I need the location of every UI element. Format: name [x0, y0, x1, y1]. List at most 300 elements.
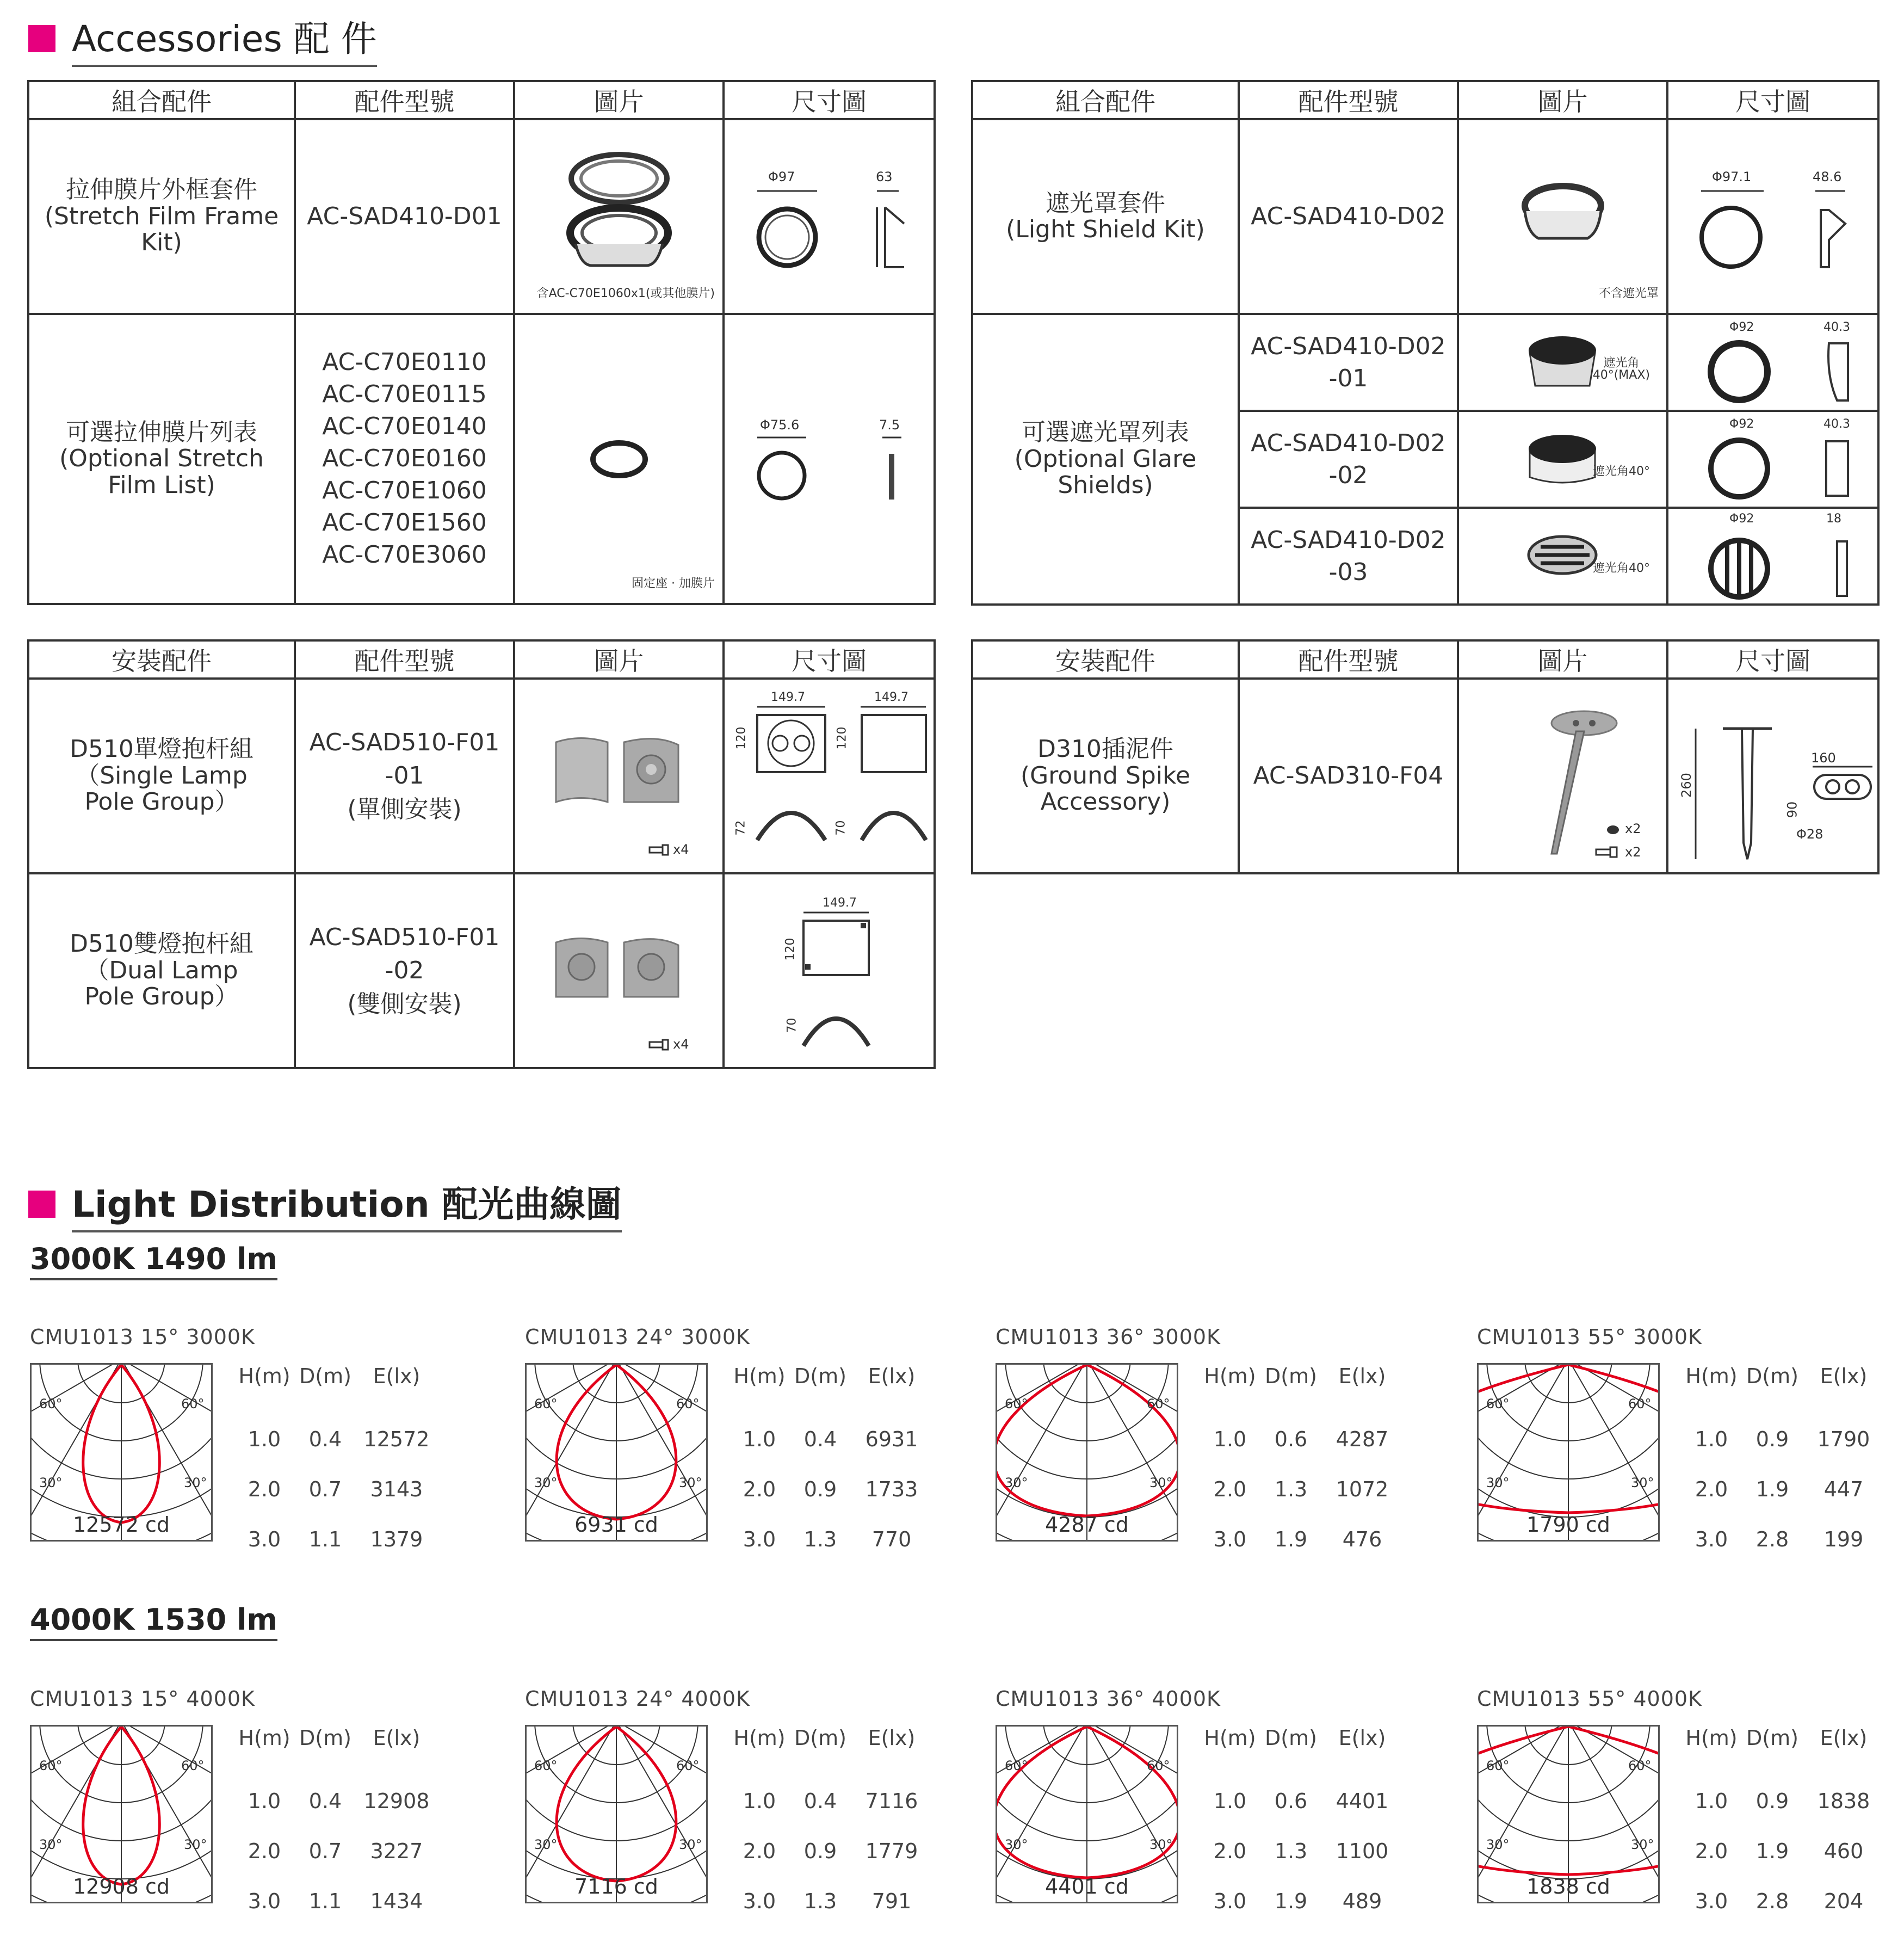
diagram-title: CMU1013 36° 4000K	[996, 1687, 1221, 1711]
header-cell: 配件型號	[1239, 81, 1458, 119]
angle-label: 60°	[1147, 1758, 1170, 1773]
screw-icon	[648, 1039, 670, 1051]
shield-kit-drawing	[1690, 186, 1870, 278]
dim-height: 18	[1826, 512, 1841, 526]
column-header: D(m)	[794, 1726, 846, 1750]
shield-kit-image	[1517, 178, 1609, 255]
diagram-title: CMU1013 15° 3000K	[30, 1325, 255, 1349]
dim-width: 149.7	[771, 691, 805, 704]
angle-label: 30°	[1005, 1475, 1028, 1490]
angle-label: 60°	[1005, 1396, 1028, 1411]
single-pole-drawing	[746, 704, 931, 867]
dual-pole-drawing	[801, 910, 910, 1062]
table-cell: 770	[871, 1527, 912, 1551]
angle-label: 60°	[39, 1396, 63, 1411]
table-cell: 3143	[370, 1477, 423, 1501]
glare-02-drawing	[1690, 429, 1870, 506]
accessory-name: D510單燈抱杆組 （Single Lamp Pole Group）	[70, 735, 254, 816]
accessory-model: AC-SAD510-F01 -01 (單側安裝)	[309, 728, 500, 823]
screw-count: x2	[1625, 844, 1641, 860]
column-header: H(m)	[1204, 1364, 1256, 1388]
table-row	[729, 1826, 932, 1876]
glare-shield-03-image	[1524, 531, 1600, 580]
angle-label: 30°	[39, 1837, 63, 1852]
table-cell: 476	[1342, 1527, 1382, 1551]
column-header: D(m)	[1746, 1364, 1798, 1388]
illuminance-table	[234, 1721, 437, 1926]
table-header	[234, 1359, 437, 1414]
angle-label: 60°	[1486, 1758, 1510, 1773]
table-cell: 4287	[1336, 1427, 1389, 1451]
table-cell: 204	[1823, 1889, 1864, 1913]
accessory-model: AC-SAD310-F04	[1253, 762, 1444, 790]
table-cell: 2.0	[1695, 1839, 1728, 1863]
peak-intensity-label: 1838 cd	[1526, 1875, 1610, 1898]
angle-label: 60°	[1486, 1396, 1510, 1411]
accessory-table-3	[27, 639, 936, 1069]
column-header: D(m)	[299, 1364, 351, 1388]
table-row	[1681, 1414, 1884, 1464]
table-row	[1200, 1876, 1403, 1926]
column-header: D(m)	[1265, 1364, 1317, 1388]
accessories-heading	[28, 10, 377, 67]
accessory-name: 可選遮光罩列表 (Optional Glare Shields)	[1014, 418, 1197, 500]
illuminance-table	[1200, 1359, 1403, 1564]
dim-depth: 70	[834, 820, 848, 836]
table-cell: 2.0	[1695, 1477, 1728, 1501]
dim-height: 48.6	[1813, 169, 1842, 184]
table-cell: 2.8	[1755, 1527, 1789, 1551]
column-header: E(lx)	[1338, 1726, 1386, 1750]
table-row	[729, 1876, 932, 1926]
accessory-table-2	[971, 80, 1880, 606]
table-header	[1681, 1721, 1884, 1776]
table-cell: 0.6	[1274, 1427, 1308, 1451]
group-label: 3000K 1490 lm	[30, 1242, 277, 1280]
table-cell: 2.0	[743, 1839, 776, 1863]
table-cell: 0.9	[803, 1839, 837, 1863]
angle-label: 30°	[39, 1475, 63, 1490]
dim-depth: 70	[785, 1018, 799, 1033]
header-cell: 尺寸圖	[724, 81, 935, 119]
grid-ray	[616, 1365, 706, 1474]
table-cell: 460	[1823, 1839, 1864, 1863]
table-cell: 1.0	[248, 1789, 281, 1813]
polar-diagram	[525, 1363, 708, 1542]
table-cell: 2.0	[248, 1477, 281, 1501]
angle-label: 30°	[1631, 1837, 1654, 1852]
table-cell: 1.9	[1755, 1839, 1789, 1863]
light-heading	[28, 1175, 622, 1232]
table-row	[234, 1464, 437, 1514]
table-row	[234, 1514, 437, 1564]
column-header: D(m)	[1265, 1726, 1317, 1750]
grid-ray	[1479, 1727, 1568, 1835]
table-cell: 2.0	[1213, 1477, 1247, 1501]
illuminance-table	[729, 1359, 932, 1564]
table-cell: 3.0	[248, 1889, 281, 1913]
header-cell: 尺寸圖	[1667, 81, 1878, 119]
table-cell: 1100	[1336, 1839, 1389, 1863]
dim-height: 120	[783, 938, 798, 961]
table-cell: 1.0	[743, 1427, 776, 1451]
table-cell: 1.3	[803, 1889, 837, 1913]
table-cell: 1434	[370, 1889, 423, 1913]
angle-label: 30°	[1149, 1837, 1173, 1852]
group-label: 4000K 1530 lm	[30, 1602, 277, 1641]
table-cell: 489	[1342, 1889, 1382, 1913]
table-cell: 1.0	[743, 1789, 776, 1813]
header-cell: 組合配件	[972, 81, 1239, 119]
angle-label: 30°	[534, 1475, 558, 1490]
table-cell: 4401	[1336, 1789, 1389, 1813]
dim-width: 160	[1811, 750, 1836, 766]
nut-icon	[1606, 824, 1620, 836]
glare-shield-01-image	[1524, 331, 1600, 391]
accessory-model: AC-SAD410-D02	[1251, 202, 1446, 231]
table-cell: 7116	[865, 1789, 918, 1813]
header-cell: 圖片	[514, 81, 724, 119]
accessory-table-1	[27, 80, 936, 605]
table-cell: 3.0	[1695, 1889, 1728, 1913]
table-cell: 791	[871, 1889, 912, 1913]
accessory-model: AC-SAD410-D01	[307, 202, 502, 231]
dim-diameter: Φ97.1	[1712, 169, 1752, 184]
illuminance-table	[234, 1359, 437, 1564]
table-cell: 12572	[363, 1427, 430, 1451]
angle-label: 30°	[679, 1475, 702, 1490]
table-cell: 0.9	[1755, 1789, 1789, 1813]
table-cell: 447	[1823, 1477, 1864, 1501]
table-row	[1681, 1776, 1884, 1826]
section-title: Light Distribution 配光曲線圖	[72, 1175, 622, 1232]
table-row	[1681, 1876, 1884, 1926]
table-row	[1200, 1514, 1403, 1564]
table-cell: 1.3	[1274, 1839, 1308, 1863]
dim-diameter: Φ97	[768, 169, 795, 184]
table-header	[1200, 1721, 1403, 1776]
dim-depth: 72	[734, 820, 748, 836]
glare-angle-label: 遮光角40°	[1593, 465, 1650, 478]
illuminance-table	[1681, 1721, 1884, 1926]
table-cell: 3.0	[1695, 1527, 1728, 1551]
table-cell: 1.9	[1274, 1527, 1308, 1551]
table-header	[1681, 1359, 1884, 1414]
diagram-title: CMU1013 24° 4000K	[525, 1687, 750, 1711]
table-cell: 1.0	[1213, 1427, 1247, 1451]
table-cell: 0.4	[308, 1789, 342, 1813]
table-cell: 1379	[370, 1527, 423, 1551]
column-header: H(m)	[733, 1726, 786, 1750]
table-cell: 1779	[865, 1839, 918, 1863]
glare-angle-label: 遮光角40°	[1593, 562, 1650, 575]
illuminance-table	[1681, 1359, 1884, 1564]
angle-label: 30°	[1149, 1475, 1173, 1490]
table-cell: 1072	[1336, 1477, 1389, 1501]
peak-intensity-label: 6931 cd	[574, 1513, 658, 1537]
table-cell: 1790	[1817, 1427, 1870, 1451]
dim-height: 40.3	[1823, 417, 1850, 431]
table-row	[1200, 1776, 1403, 1826]
frame-kit-note: 含AC-C70E1060x1(或其他膜片)	[536, 287, 715, 300]
angle-label: 30°	[1631, 1475, 1654, 1490]
nut-count: x2	[1625, 821, 1641, 836]
screw-icon	[648, 844, 670, 856]
table-cell: 0.7	[308, 1477, 342, 1501]
column-header: E(lx)	[373, 1726, 421, 1750]
diagram-title: CMU1013 24° 3000K	[525, 1325, 750, 1349]
column-header: E(lx)	[1820, 1364, 1868, 1388]
illuminance-table	[1200, 1721, 1403, 1926]
table-cell: 1.3	[803, 1527, 837, 1551]
table-cell: 3.0	[248, 1527, 281, 1551]
dim-width: 149.7	[823, 896, 857, 910]
dim-diameter: Φ92	[1729, 512, 1754, 526]
dim-diameter: Φ92	[1729, 417, 1754, 431]
grid-ray	[1568, 1365, 1658, 1474]
angle-label: 30°	[1486, 1475, 1510, 1490]
screw-count: x4	[673, 1037, 689, 1052]
dual-pole-image	[548, 932, 689, 1008]
accessory-name: 可選拉伸膜片列表 (Optional Stretch Film List)	[59, 418, 264, 499]
section-title: Accessories 配 件	[72, 10, 377, 67]
header-cell: 組合配件	[28, 81, 295, 119]
table-cell: 199	[1823, 1527, 1864, 1551]
angle-label: 30°	[184, 1837, 207, 1852]
screw-icon	[1595, 846, 1619, 858]
table-cell: 1.1	[308, 1527, 342, 1551]
header-cell: 配件型號	[295, 640, 514, 679]
angle-label: 60°	[676, 1396, 700, 1411]
table-cell: 1.0	[1213, 1789, 1247, 1813]
dim-height: 90	[1784, 801, 1800, 818]
dim-length: 260	[1678, 773, 1694, 798]
header-cell: 配件型號	[1239, 640, 1458, 679]
diagram-title: CMU1013 55° 3000K	[1477, 1325, 1702, 1349]
table-cell: 3.0	[1213, 1889, 1247, 1913]
table-cell: 1733	[865, 1477, 918, 1501]
accessory-model: AC-SAD410-D02 -02	[1251, 429, 1446, 489]
column-header: E(lx)	[868, 1726, 916, 1750]
table-header	[729, 1359, 932, 1414]
dim-diameter: Φ75.6	[760, 417, 800, 433]
table-cell: 12908	[363, 1789, 430, 1813]
column-header: E(lx)	[373, 1364, 421, 1388]
film-note: 固定座 · 加膜片	[632, 577, 715, 590]
peak-intensity-label: 4401 cd	[1045, 1875, 1129, 1898]
angle-label: 60°	[676, 1758, 700, 1773]
table-cell: 0.9	[803, 1477, 837, 1501]
angle-label: 60°	[181, 1758, 205, 1773]
column-header: D(m)	[299, 1726, 351, 1750]
table-row	[729, 1776, 932, 1826]
table-cell: 3.0	[1213, 1527, 1247, 1551]
column-header: D(m)	[794, 1364, 846, 1388]
grid-ray	[1479, 1365, 1568, 1474]
peak-intensity-label: 12572 cd	[73, 1513, 170, 1537]
peak-intensity-label: 7116 cd	[574, 1875, 658, 1898]
table-cell: 2.0	[248, 1839, 281, 1863]
accessory-name: D310插泥件 (Ground Spike Accessory)	[1020, 735, 1191, 816]
grid-ray	[527, 1727, 616, 1835]
dim-hole: Φ28	[1796, 827, 1823, 842]
accessory-model: AC-SAD410-D02 -03	[1251, 526, 1446, 586]
table-cell: 1.1	[308, 1889, 342, 1913]
table-cell: 1838	[1817, 1789, 1870, 1813]
polar-diagram	[30, 1725, 213, 1903]
header-cell: 配件型號	[295, 81, 514, 119]
column-header: H(m)	[238, 1726, 290, 1750]
diagram-title: CMU1013 15° 4000K	[30, 1687, 255, 1711]
angle-label: 30°	[1005, 1837, 1028, 1852]
polar-diagram	[996, 1363, 1178, 1542]
header-cell: 圖片	[514, 640, 724, 679]
table-cell: 3.0	[743, 1889, 776, 1913]
grid-ray	[616, 1727, 706, 1835]
grid-ray	[1568, 1727, 1658, 1835]
table-cell: 3227	[370, 1839, 423, 1863]
table-cell: 0.7	[308, 1839, 342, 1863]
film-ring-image	[586, 435, 652, 484]
table-row	[1200, 1414, 1403, 1464]
header-cell: 尺寸圖	[1667, 640, 1878, 679]
angle-label: 60°	[1628, 1396, 1652, 1411]
table-cell: 1.0	[248, 1427, 281, 1451]
table-header	[1200, 1359, 1403, 1414]
frame-kit-image	[565, 146, 673, 287]
dim-height: 40.3	[1823, 320, 1850, 334]
angle-label: 60°	[39, 1758, 63, 1773]
accessory-name: D510雙燈抱杆組 （Dual Lamp Pole Group）	[70, 930, 254, 1011]
table-row	[1681, 1464, 1884, 1514]
angle-label: 60°	[1005, 1758, 1028, 1773]
glare-01-drawing	[1690, 332, 1870, 409]
table-cell: 1.9	[1274, 1889, 1308, 1913]
angle-label: 30°	[679, 1837, 702, 1852]
dim-thickness: 7.5	[879, 417, 900, 433]
dim-width: 149.7	[874, 691, 908, 704]
column-header: E(lx)	[1338, 1364, 1386, 1388]
table-header	[729, 1721, 932, 1776]
table-row	[234, 1876, 437, 1926]
table-row	[729, 1414, 932, 1464]
dim-diameter: Φ92	[1729, 320, 1754, 334]
film-drawing	[746, 432, 926, 508]
angle-label: 60°	[534, 1396, 558, 1411]
section-marker	[28, 25, 55, 52]
table-cell: 1.0	[1695, 1789, 1728, 1813]
table-row	[234, 1414, 437, 1464]
accessory-model: AC-C70E0110 AC-C70E0115 AC-C70E0140 AC-C70E0160 AC-C70E1060 AC-C70E1560 AC-C70E3060	[322, 348, 487, 569]
illuminance-table	[729, 1721, 932, 1926]
table-cell: 1.0	[1695, 1427, 1728, 1451]
peak-intensity-label: 4287 cd	[1045, 1513, 1129, 1537]
header-cell: 圖片	[1458, 640, 1667, 679]
column-header: H(m)	[1204, 1726, 1256, 1750]
dim-height: 120	[734, 726, 749, 750]
header-cell: 安裝配件	[972, 640, 1239, 679]
angle-label: 60°	[181, 1396, 205, 1411]
table-cell: 0.4	[803, 1789, 837, 1813]
table-row	[729, 1514, 932, 1564]
polar-diagram	[525, 1725, 708, 1903]
table-row	[234, 1826, 437, 1876]
table-row	[1200, 1826, 1403, 1876]
table-cell: 0.9	[1755, 1427, 1789, 1451]
accessory-name: 拉伸膜片外框套件 (Stretch Film Frame Kit)	[44, 176, 279, 257]
column-header: H(m)	[1685, 1726, 1738, 1750]
table-row	[1200, 1464, 1403, 1514]
diagram-title: CMU1013 55° 4000K	[1477, 1687, 1702, 1711]
column-header: H(m)	[238, 1364, 290, 1388]
angle-label: 30°	[1486, 1837, 1510, 1852]
glare-03-drawing	[1690, 525, 1870, 604]
section-marker	[28, 1191, 55, 1218]
polar-diagram	[996, 1725, 1178, 1903]
dim-height: 63	[876, 169, 893, 184]
screw-count: x4	[673, 842, 689, 857]
table-header	[234, 1721, 437, 1776]
polar-diagram	[1477, 1363, 1660, 1542]
table-cell: 0.4	[308, 1427, 342, 1451]
shield-kit-note: 不含遮光罩	[1598, 287, 1659, 300]
header-cell: 圖片	[1458, 81, 1667, 119]
table-row	[1681, 1514, 1884, 1564]
dim-height: 120	[835, 726, 849, 750]
angle-label: 60°	[534, 1758, 558, 1773]
diagram-title: CMU1013 36° 3000K	[996, 1325, 1221, 1349]
table-row	[729, 1464, 932, 1514]
peak-intensity-label: 1790 cd	[1526, 1513, 1610, 1537]
glare-shield-02-image	[1524, 428, 1600, 488]
table-row	[1681, 1826, 1884, 1876]
grid-ray	[527, 1365, 616, 1474]
table-cell: 6931	[865, 1427, 918, 1451]
table-cell: 2.8	[1755, 1889, 1789, 1913]
column-header: E(lx)	[1820, 1726, 1868, 1750]
column-header: H(m)	[1685, 1364, 1738, 1388]
column-header: H(m)	[733, 1364, 786, 1388]
angle-label: 30°	[534, 1837, 558, 1852]
table-row	[234, 1776, 437, 1826]
table-cell: 2.0	[743, 1477, 776, 1501]
ground-spike-image	[1524, 701, 1622, 865]
accessory-table-4	[971, 639, 1880, 874]
header-cell: 尺寸圖	[724, 640, 935, 679]
ground-spike-drawing	[1690, 723, 1875, 870]
table-cell: 0.6	[1274, 1789, 1308, 1813]
table-cell: 0.4	[803, 1427, 837, 1451]
angle-label: 60°	[1628, 1758, 1652, 1773]
column-header: E(lx)	[868, 1364, 916, 1388]
table-cell: 1.9	[1755, 1477, 1789, 1501]
peak-intensity-label: 12908 cd	[73, 1875, 170, 1898]
table-cell: 2.0	[1213, 1839, 1247, 1863]
column-header: D(m)	[1746, 1726, 1798, 1750]
header-cell: 安裝配件	[28, 640, 295, 679]
accessory-model: AC-SAD510-F01 -02 (雙側安裝)	[309, 923, 500, 1018]
accessory-name: 遮光罩套件 (Light Shield Kit)	[1006, 189, 1205, 243]
polar-diagram	[1477, 1725, 1660, 1903]
angle-label: 60°	[1147, 1396, 1170, 1411]
accessory-model: AC-SAD410-D02 -01	[1251, 332, 1446, 392]
glare-angle-label: 遮光角 40°(MAX)	[1592, 356, 1650, 382]
frame-kit-drawing	[746, 186, 926, 278]
table-cell: 3.0	[743, 1527, 776, 1551]
angle-label: 30°	[184, 1475, 207, 1490]
single-pole-image	[548, 731, 689, 813]
polar-diagram	[30, 1363, 213, 1542]
